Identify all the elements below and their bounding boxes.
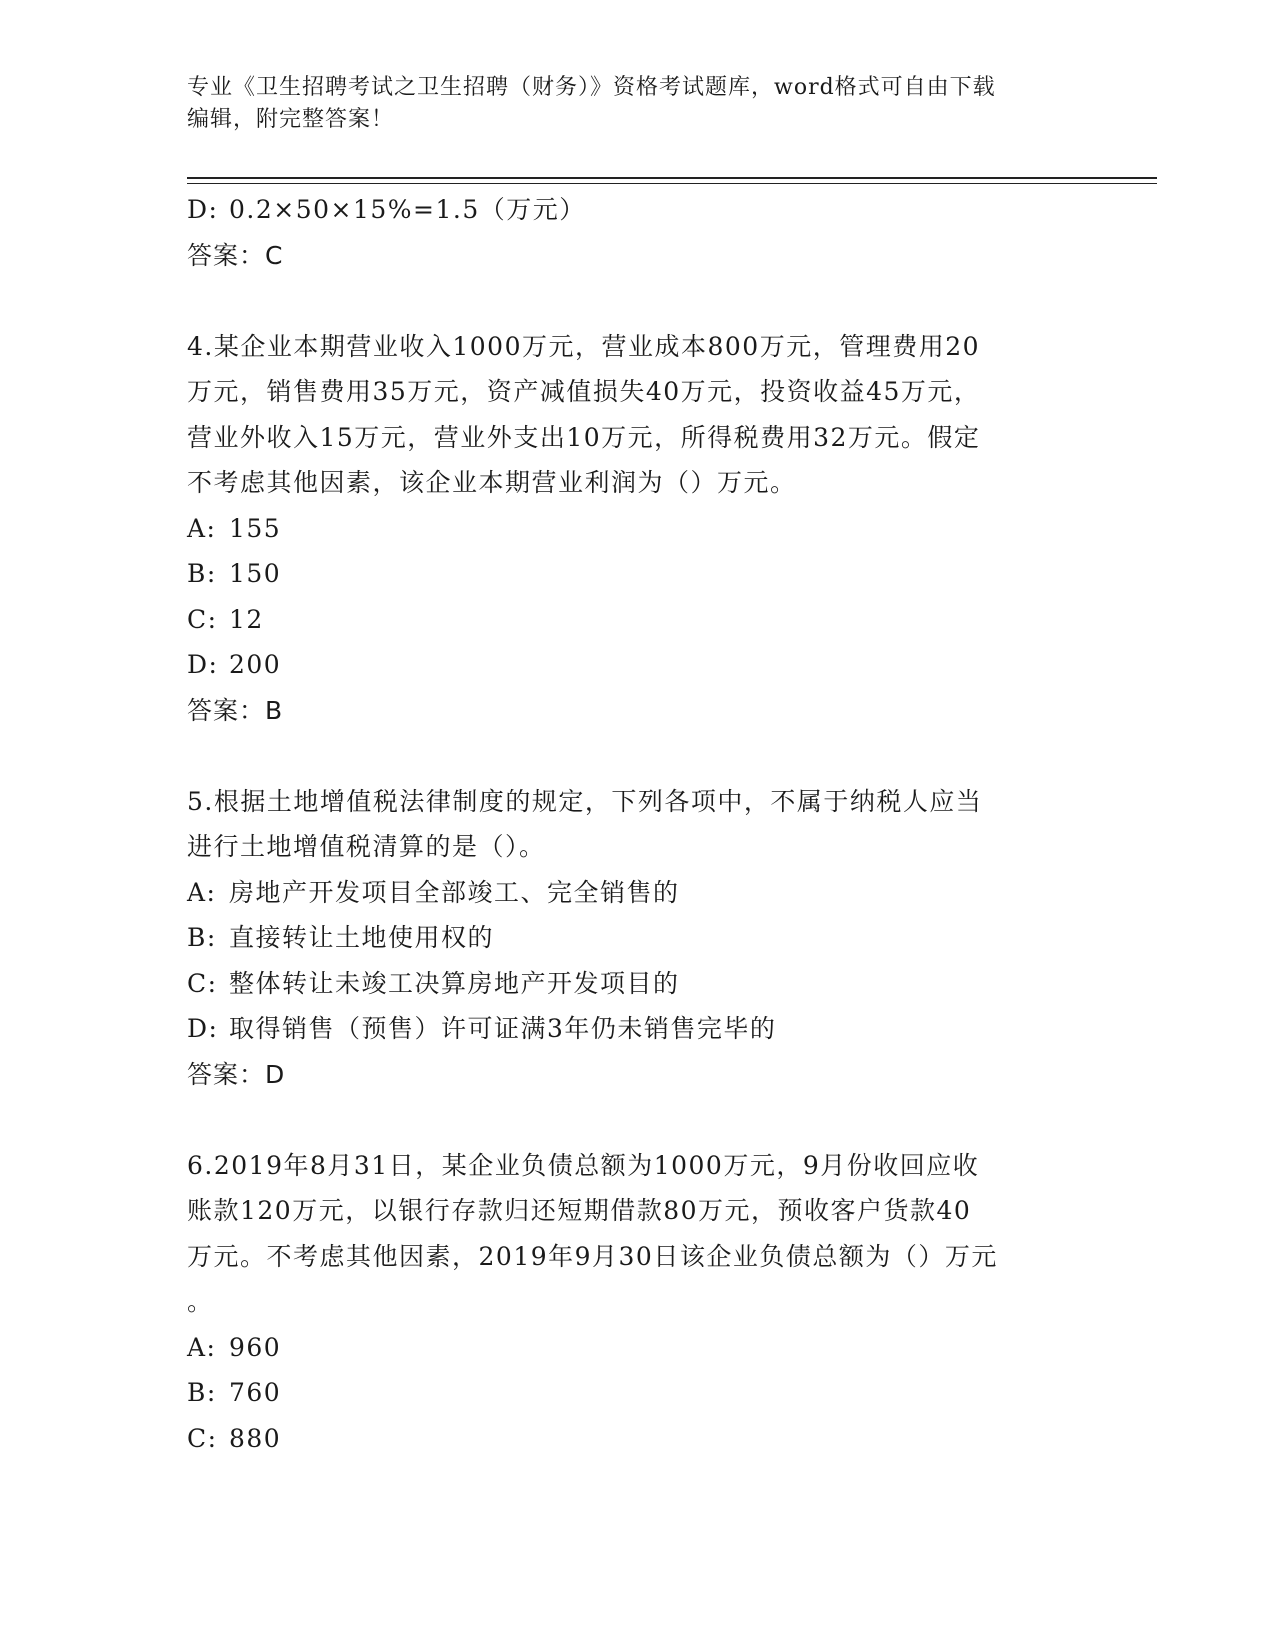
prev-answer: 答案：C [187, 240, 284, 270]
header-divider-thin [187, 183, 1157, 184]
question-4-line-3: 营业外收入15万元，营业外支出10万元，所得税费用32万元。假定 [187, 422, 981, 452]
question-4-answer: 答案：B [187, 695, 284, 725]
question-5-line-1: 5.根据土地增值税法律制度的规定，下列各项中，不属于纳税人应当 [187, 786, 983, 816]
question-6-line-2: 账款120万元，以银行存款归还短期借款80万元，预收客户货款40 [187, 1196, 972, 1225]
question-5-option-c: C: 整体转让未竣工决算房地产开发项目的 [187, 968, 680, 998]
question-4-line-2: 万元，销售费用35万元，资产减值损失40万元，投资收益45万元， [187, 377, 981, 406]
question-6-option-b: B: 760 [187, 1378, 282, 1407]
prev-option-d: D: 0.2×50×15%=1.5（万元） [187, 195, 586, 224]
question-6-option-a: A: 960 [187, 1332, 282, 1362]
question-5 [187, 779, 1087, 1098]
question-4 [187, 324, 1087, 734]
question-content [187, 187, 1087, 1461]
question-6-line-1: 6.2019年8月31日，某企业负债总额为1000万元，9月份收回应收 [187, 1150, 980, 1180]
question-4-option-d: D: 200 [187, 650, 282, 679]
header-line-2: 编辑，附完整答案！ [187, 107, 395, 132]
header-line-1: 专业《卫生招聘考试之卫生招聘（财务）》资格考试题库，word格式可自由下载 [187, 75, 996, 100]
header-divider-thick [187, 177, 1157, 179]
spacer [187, 733, 1087, 779]
spacer [187, 278, 1087, 324]
question-4-option-c: C: 12 [187, 604, 264, 634]
question-5-line-2: 进行土地增值税清算的是（）。 [187, 832, 546, 861]
document-header [187, 72, 1087, 136]
question-5-option-b: B: 直接转让土地使用权的 [187, 923, 495, 952]
question-5-answer: 答案：D [187, 1059, 286, 1089]
spacer [187, 1097, 1087, 1143]
question-4-line-1: 4.某企业本期营业收入1000万元，营业成本800万元，管理费用20 [187, 331, 981, 361]
question-4-line-4: 不考虑其他因素，该企业本期营业利润为（）万元。 [187, 468, 797, 497]
question-6-line-4: 。 [187, 1287, 214, 1316]
question-4-option-a: A: 155 [187, 513, 282, 543]
question-5-option-a: A: 房地产开发项目全部竣工、完全销售的 [187, 877, 680, 907]
question-6-line-3: 万元。不考虑其他因素，2019年9月30日该企业负债总额为（）万元 [187, 1241, 998, 1271]
question-5-option-d: D: 取得销售（预售）许可证满3年仍未销售完毕的 [187, 1014, 777, 1043]
question-4-option-b: B: 150 [187, 559, 282, 588]
question-6-option-c: C: 880 [187, 1423, 282, 1453]
question-6 [187, 1143, 1087, 1462]
